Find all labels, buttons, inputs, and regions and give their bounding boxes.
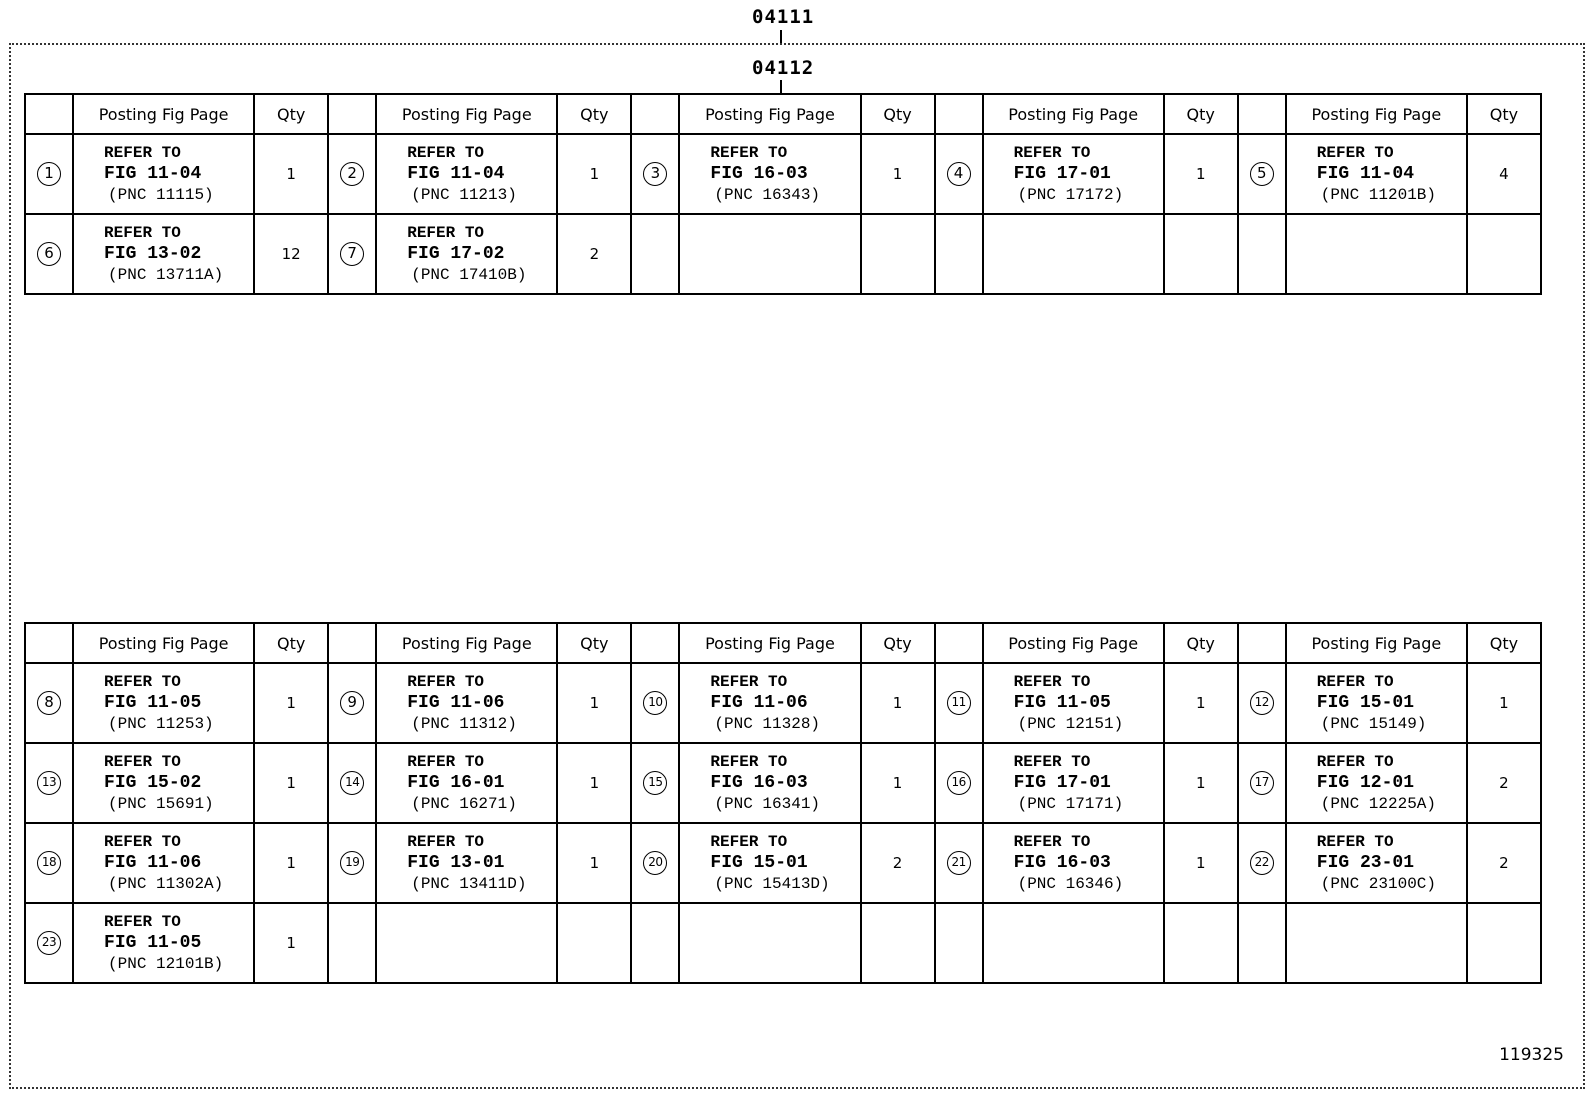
refer-to-text: REFER TO (104, 752, 181, 771)
fig-page-text: FIG 11-05 (104, 692, 202, 713)
item-number-badge: 8 (37, 691, 61, 715)
item-number-cell (1238, 134, 1286, 214)
header-qty: Qty (557, 623, 631, 663)
header-num-cell (631, 623, 679, 663)
item-number-badge: 10 (643, 691, 667, 715)
parts-table-top (24, 93, 1542, 295)
item-number-badge: 3 (643, 162, 667, 186)
item-number-cell (631, 903, 679, 983)
fig-page-text: FIG 11-06 (104, 852, 202, 873)
reference-cell (376, 743, 557, 823)
item-number-cell (631, 743, 679, 823)
header-num-cell (328, 94, 376, 134)
reference-cell (376, 903, 557, 983)
item-number-cell (1238, 823, 1286, 903)
item-number-badge: 4 (947, 162, 971, 186)
fig-page-text: FIG 11-04 (407, 163, 505, 184)
qty-cell: 1 (254, 134, 328, 214)
fig-page-text: FIG 13-01 (407, 852, 505, 873)
reference-cell (983, 823, 1164, 903)
pnc-text: (PNC 11253) (108, 714, 214, 733)
item-number-badge: 22 (1250, 851, 1274, 875)
table-row (25, 663, 1541, 743)
fig-page-text: FIG 17-02 (407, 243, 505, 264)
item-number-badge: 23 (37, 931, 61, 955)
figure-id: 119325 (1499, 1045, 1564, 1065)
reference-cell (376, 823, 557, 903)
refer-to-text: REFER TO (710, 752, 788, 771)
pnc-text: (PNC 16271) (411, 794, 517, 813)
inner-code-label: 04112 (752, 57, 815, 79)
pnc-text: (PNC 11213) (411, 185, 517, 204)
item-number-badge: 14 (340, 771, 364, 795)
fig-page-text: FIG 16-03 (1013, 852, 1111, 873)
pnc-text: (PNC 16343) (714, 185, 821, 204)
item-number-badge: 12 (1250, 691, 1274, 715)
item-number-cell (935, 743, 983, 823)
header-posting: Posting Fig Page (679, 94, 860, 134)
qty-cell (861, 903, 935, 983)
fig-page-text: FIG 17-01 (1013, 772, 1111, 793)
reference-cell (679, 823, 860, 903)
qty-cell (1467, 214, 1541, 294)
reference-cell (983, 134, 1164, 214)
item-number-badge: 19 (340, 851, 364, 875)
item-number-badge: 5 (1250, 162, 1274, 186)
header-num-cell (1238, 623, 1286, 663)
header-qty: Qty (1467, 623, 1541, 663)
qty-cell: 2 (557, 214, 631, 294)
header-num-cell (935, 94, 983, 134)
table-row (25, 743, 1541, 823)
item-number-cell (328, 823, 376, 903)
outer-code-label: 04111 (752, 6, 815, 28)
item-number-cell (935, 214, 983, 294)
item-number-cell (1238, 663, 1286, 743)
item-number-cell (631, 663, 679, 743)
refer-to-text: REFER TO (407, 143, 485, 162)
fig-page-text: FIG 12-01 (1316, 772, 1414, 793)
item-number-cell (25, 743, 73, 823)
header-posting: Posting Fig Page (983, 94, 1164, 134)
item-number-cell (25, 134, 73, 214)
refer-to-text: REFER TO (407, 672, 485, 691)
pnc-text: (PNC 11302A) (108, 874, 224, 893)
pnc-text: (PNC 15413D) (714, 874, 830, 893)
refer-to-text: REFER TO (104, 223, 181, 242)
header-posting: Posting Fig Page (1286, 94, 1467, 134)
qty-cell: 1 (1164, 743, 1238, 823)
qty-cell: 1 (861, 663, 935, 743)
refer-to-text: REFER TO (407, 832, 485, 851)
item-number-badge: 2 (340, 162, 364, 186)
header-qty: Qty (254, 94, 328, 134)
header-qty: Qty (1467, 94, 1541, 134)
reference-cell (73, 743, 254, 823)
item-number-cell (328, 214, 376, 294)
reference-cell (983, 903, 1164, 983)
pnc-text: (PNC 23100C) (1320, 874, 1436, 893)
qty-cell: 1 (557, 823, 631, 903)
item-number-cell (935, 134, 983, 214)
header-num-cell (631, 94, 679, 134)
pnc-text: (PNC 12101B) (108, 954, 224, 973)
reference-cell (679, 134, 860, 214)
item-number-cell (631, 823, 679, 903)
item-number-cell (1238, 214, 1286, 294)
refer-to-text: REFER TO (104, 912, 181, 931)
item-number-cell (328, 134, 376, 214)
refer-to-text: REFER TO (1316, 672, 1394, 691)
table-row (25, 903, 1541, 983)
item-number-cell (935, 823, 983, 903)
pnc-text: (PNC 16346) (1017, 874, 1124, 893)
qty-cell: 1 (557, 743, 631, 823)
item-number-cell (631, 214, 679, 294)
item-number-badge: 6 (37, 242, 61, 266)
header-posting: Posting Fig Page (73, 623, 254, 663)
fig-page-text: FIG 16-03 (710, 163, 808, 184)
pnc-text: (PNC 15691) (108, 794, 214, 813)
inner-code-tick (780, 80, 782, 94)
qty-cell: 1 (861, 134, 935, 214)
fig-page-text: FIG 11-05 (104, 932, 202, 953)
qty-cell (861, 214, 935, 294)
fig-page-text: FIG 11-06 (710, 692, 808, 713)
item-number-cell (328, 903, 376, 983)
pnc-text: (PNC 13711A) (108, 265, 224, 284)
qty-cell (1467, 903, 1541, 983)
fig-page-text: FIG 17-01 (1013, 163, 1111, 184)
item-number-badge: 11 (947, 691, 971, 715)
reference-cell (983, 743, 1164, 823)
reference-cell (73, 663, 254, 743)
item-number-badge: 1 (37, 162, 61, 186)
reference-cell (376, 214, 557, 294)
fig-page-text: FIG 23-01 (1316, 852, 1414, 873)
reference-cell (1286, 214, 1467, 294)
item-number-badge: 20 (643, 851, 667, 875)
fig-page-text: FIG 15-01 (1316, 692, 1414, 713)
reference-cell (376, 663, 557, 743)
fig-page-text: FIG 11-06 (407, 692, 505, 713)
item-number-badge: 17 (1250, 771, 1274, 795)
pnc-text: (PNC 11312) (411, 714, 517, 733)
qty-cell: 1 (1164, 663, 1238, 743)
refer-to-text: REFER TO (1013, 832, 1091, 851)
item-number-cell (25, 903, 73, 983)
header-qty: Qty (861, 623, 935, 663)
refer-to-text: REFER TO (104, 143, 181, 162)
header-num-cell (1238, 94, 1286, 134)
reference-cell (73, 823, 254, 903)
reference-cell (376, 134, 557, 214)
item-number-cell (935, 903, 983, 983)
qty-cell: 1 (1164, 134, 1238, 214)
reference-cell (1286, 134, 1467, 214)
qty-cell: 2 (1467, 823, 1541, 903)
reference-cell (679, 743, 860, 823)
reference-cell (679, 663, 860, 743)
refer-to-text: REFER TO (407, 223, 485, 242)
item-number-cell (1238, 743, 1286, 823)
qty-cell: 1 (557, 663, 631, 743)
reference-cell (73, 903, 254, 983)
qty-cell: 2 (861, 823, 935, 903)
item-number-cell (25, 823, 73, 903)
reference-cell (983, 214, 1164, 294)
fig-page-text: FIG 13-02 (104, 243, 202, 264)
header-posting: Posting Fig Page (376, 94, 557, 134)
item-number-cell (631, 134, 679, 214)
refer-to-text: REFER TO (1013, 672, 1091, 691)
reference-cell (679, 214, 860, 294)
header-posting: Posting Fig Page (376, 623, 557, 663)
header-posting: Posting Fig Page (679, 623, 860, 663)
header-posting: Posting Fig Page (73, 94, 254, 134)
qty-cell: 2 (1467, 743, 1541, 823)
item-number-cell (25, 663, 73, 743)
header-qty: Qty (557, 94, 631, 134)
pnc-text: (PNC 12225A) (1320, 794, 1436, 813)
pnc-text: (PNC 12151) (1017, 714, 1124, 733)
table-row (25, 134, 1541, 214)
refer-to-text: REFER TO (1013, 143, 1091, 162)
pnc-text: (PNC 15149) (1320, 714, 1427, 733)
pnc-text: (PNC 11201B) (1320, 185, 1436, 204)
qty-cell (557, 903, 631, 983)
qty-cell: 1 (254, 663, 328, 743)
reference-cell (1286, 903, 1467, 983)
fig-page-text: FIG 16-03 (710, 772, 808, 793)
reference-cell (679, 903, 860, 983)
qty-cell: 4 (1467, 134, 1541, 214)
table-row (25, 823, 1541, 903)
header-row (25, 94, 1541, 134)
refer-to-text: REFER TO (104, 672, 181, 691)
header-num-cell (25, 94, 73, 134)
qty-cell (1164, 214, 1238, 294)
header-qty: Qty (254, 623, 328, 663)
item-number-cell (25, 214, 73, 294)
parts-table-bottom (24, 622, 1542, 984)
qty-cell: 1 (1164, 823, 1238, 903)
pnc-text: (PNC 17171) (1017, 794, 1124, 813)
pnc-text: (PNC 13411D) (411, 874, 527, 893)
item-number-cell (1238, 903, 1286, 983)
refer-to-text: REFER TO (1316, 143, 1394, 162)
item-number-cell (935, 663, 983, 743)
item-number-badge: 18 (37, 851, 61, 875)
pnc-text: (PNC 16341) (714, 794, 821, 813)
pnc-text: (PNC 17172) (1017, 185, 1124, 204)
refer-to-text: REFER TO (104, 832, 181, 851)
reference-cell (1286, 663, 1467, 743)
item-number-cell (328, 663, 376, 743)
header-posting: Posting Fig Page (983, 623, 1164, 663)
item-number-badge: 16 (947, 771, 971, 795)
header-row (25, 623, 1541, 663)
item-number-badge: 13 (37, 771, 61, 795)
item-number-badge: 21 (947, 851, 971, 875)
qty-cell: 1 (254, 823, 328, 903)
refer-to-text: REFER TO (1013, 752, 1091, 771)
reference-cell (73, 134, 254, 214)
pnc-text: (PNC 11328) (714, 714, 821, 733)
item-number-badge: 9 (340, 691, 364, 715)
item-number-cell (328, 743, 376, 823)
refer-to-text: REFER TO (1316, 752, 1394, 771)
pnc-text: (PNC 17410B) (411, 265, 527, 284)
fig-page-text: FIG 11-04 (1316, 163, 1414, 184)
qty-cell: 12 (254, 214, 328, 294)
reference-cell (1286, 823, 1467, 903)
item-number-badge: 7 (340, 242, 364, 266)
refer-to-text: REFER TO (407, 752, 485, 771)
header-qty: Qty (861, 94, 935, 134)
qty-cell: 1 (254, 903, 328, 983)
qty-cell: 1 (861, 743, 935, 823)
header-posting: Posting Fig Page (1286, 623, 1467, 663)
reference-cell (1286, 743, 1467, 823)
fig-page-text: FIG 11-04 (104, 163, 202, 184)
table-row (25, 214, 1541, 294)
reference-cell (73, 214, 254, 294)
reference-cell (983, 663, 1164, 743)
refer-to-text: REFER TO (710, 832, 788, 851)
qty-cell: 1 (557, 134, 631, 214)
header-num-cell (328, 623, 376, 663)
header-num-cell (935, 623, 983, 663)
qty-cell: 1 (254, 743, 328, 823)
refer-to-text: REFER TO (1316, 832, 1394, 851)
refer-to-text: REFER TO (710, 143, 788, 162)
pnc-text: (PNC 11115) (108, 185, 214, 204)
header-qty: Qty (1164, 623, 1238, 663)
fig-page-text: FIG 15-02 (104, 772, 202, 793)
qty-cell (1164, 903, 1238, 983)
outer-code-tick (780, 30, 782, 43)
header-num-cell (25, 623, 73, 663)
qty-cell: 1 (1467, 663, 1541, 743)
fig-page-text: FIG 16-01 (407, 772, 505, 793)
fig-page-text: FIG 11-05 (1013, 692, 1111, 713)
header-qty: Qty (1164, 94, 1238, 134)
item-number-badge: 15 (643, 771, 667, 795)
refer-to-text: REFER TO (710, 672, 788, 691)
fig-page-text: FIG 15-01 (710, 852, 808, 873)
